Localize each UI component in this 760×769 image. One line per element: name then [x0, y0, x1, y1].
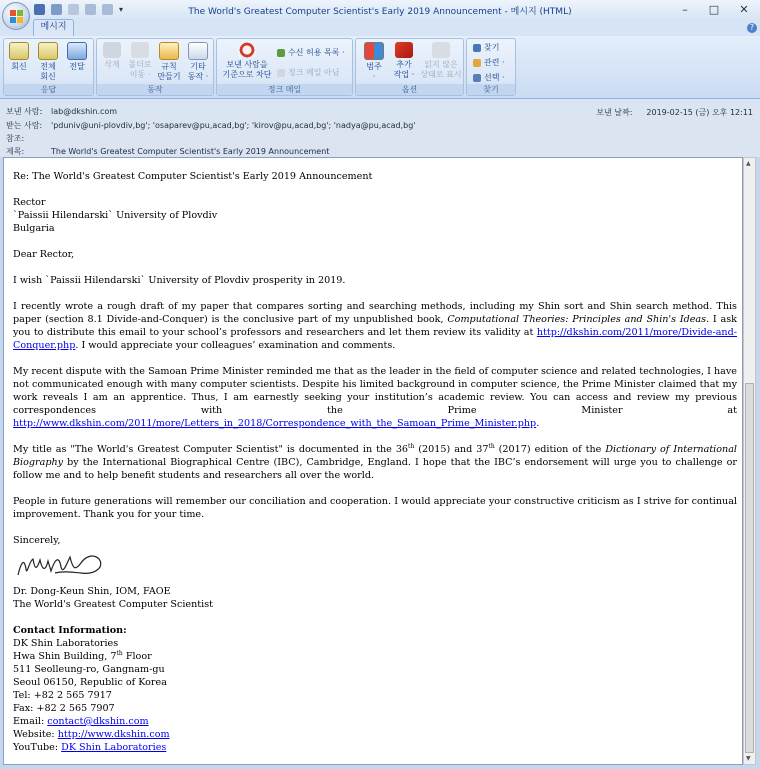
group-caption-junk-mail: 정크 메일: [217, 84, 352, 95]
paragraph-title: My title as "The World's Greatest Computer Scientist" is documented in the 36th (2015) and 37th (2017) edition of the Dictionary of International Biography by the International Biographical Centre (IBC), Cambridge, England. I hope that the IBC’s endorsement will urge you to challenge or follow me and to help benefit students and researchers all over the world.: [13, 442, 737, 481]
divide-and-conquer-link[interactable]: http://dkshin.com/2011/more/Divide-and-Conquer.php: [13, 327, 737, 351]
salutation: Dear Rector,: [13, 249, 75, 260]
reply-icon: [9, 42, 29, 60]
group-caption-respond: 응답: [4, 84, 93, 95]
office-button[interactable]: [2, 2, 30, 30]
email-content: [13, 170, 737, 754]
scroll-down-icon[interactable]: ▼: [746, 755, 751, 762]
reply-button[interactable]: 회신: [7, 42, 31, 72]
message-body[interactable]: [3, 157, 743, 765]
group-junk-mail: [216, 38, 353, 96]
office-logo-icon: [10, 10, 23, 23]
reply-all-button[interactable]: 전체 회신: [36, 42, 60, 82]
from-row: 보낸 사람: lab@dkshin.com: [6, 107, 118, 116]
group-caption-actions: 동작: [97, 84, 213, 95]
recipient-line-2: `Paissii Hilendarski` University of Plovdiv: [13, 210, 218, 221]
find-icon: [473, 44, 481, 52]
closing: Sincerely,: [13, 535, 61, 546]
contact-fax: Fax: +82 2 565 7907: [13, 703, 115, 714]
contact-building: Hwa Shin Building, 7th Floor: [13, 649, 152, 662]
categorize-button[interactable]: 범주 ·: [359, 42, 389, 82]
contact-organization: DK Shin Laboratories: [13, 638, 119, 649]
recipient-line-1: Rector: [13, 197, 46, 208]
youtube-link[interactable]: DK Shin Laboratories: [61, 742, 167, 753]
signature-title: The World's Greatest Computer Scientist: [13, 599, 213, 610]
from-value[interactable]: lab@dkshin.com: [51, 107, 118, 116]
folder-icon: [131, 42, 149, 58]
safe-senders-list-button[interactable]: 수신 허용 목록 ·: [277, 47, 345, 58]
paragraph-closing: People in future generations will remember our conciliation and cooperation. I would appreciate your constructive criticism as I strive for continual improvement. Thank you for your time.: [13, 496, 737, 520]
create-rule-button[interactable]: 규칙 만들기: [155, 42, 183, 92]
rules-icon: [159, 42, 179, 60]
not-junk-button[interactable]: 정크 메일 아님: [277, 67, 339, 78]
not-junk-icon: [277, 69, 285, 77]
close-button[interactable]: ✕: [739, 3, 749, 16]
find-button[interactable]: 찾기: [473, 42, 499, 53]
contact-city: Seoul 06150, Republic of Korea: [13, 677, 167, 688]
group-caption-options: 옵션: [356, 84, 463, 95]
move-to-folder-button[interactable]: 폴더로 이동 ·: [126, 42, 154, 80]
correspondence-link[interactable]: http://www.dkshin.com/2011/more/Letters_in_2018/Correspondence_with_the_Samoan_Prime_Minister.php: [13, 418, 537, 429]
cc-row: 참조:: [6, 134, 25, 143]
re-line: Re: The World's Greatest Computer Scientist's Early 2019 Announcement: [13, 171, 373, 182]
select-button[interactable]: 선택 ·: [473, 72, 505, 83]
group-find: [466, 38, 516, 96]
forward-icon: [67, 42, 87, 60]
group-caption-find: 찾기: [467, 84, 515, 95]
group-actions: [96, 38, 214, 96]
help-icon[interactable]: ?: [747, 23, 757, 33]
other-actions-icon: [188, 42, 208, 60]
scroll-up-icon[interactable]: ▲: [746, 160, 751, 167]
contact-youtube: YouTube: DK Shin Laboratories: [13, 742, 167, 753]
wish-paragraph: I wish `Paissii Hilendarski` University of Plovdiv prosperity in 2019.: [13, 275, 346, 286]
flag-icon: [395, 42, 413, 58]
sent-date: 보낸 날짜: 2019-02-15 (금) 오후 12:11: [596, 108, 753, 117]
to-row: 받는 사람: 'pduniv@uni-plovdiv,bg'; 'osaparev@pu,acad,bg'; 'kirov@pu,acad,bg'; 'nadya@pu,acad,bg': [6, 121, 416, 130]
recipient-line-3: Bulgaria: [13, 223, 55, 234]
select-icon: [473, 74, 481, 82]
customize-toolbar-icon[interactable]: ▾: [119, 5, 124, 14]
scrollbar-thumb[interactable]: [745, 383, 754, 753]
ribbon-tab-row: [0, 20, 760, 36]
block-sender-icon: [238, 42, 256, 58]
to-value[interactable]: 'pduniv@uni-plovdiv,bg'; 'osaparev@pu,acad,bg'; 'kirov@pu,acad,bg'; 'nadya@pu,acad,bg': [51, 121, 416, 130]
subject-row: 제목: The World's Greatest Computer Scientist's Early 2019 Announcement: [6, 147, 330, 156]
handwritten-signature: [13, 547, 737, 585]
group-respond: [3, 38, 94, 96]
minimize-button[interactable]: –: [682, 3, 688, 16]
email-link[interactable]: contact@dkshin.com: [47, 716, 149, 727]
mark-unread-button[interactable]: 읽지 않은 상태로 표시: [419, 42, 463, 80]
vertical-scrollbar[interactable]: [743, 157, 756, 765]
window-title: The World's Greatest Computer Scientist's Early 2019 Announcement - 메시지 (HTML): [188, 7, 572, 17]
related-icon: [473, 59, 481, 67]
delete-icon: [103, 42, 121, 58]
signature-name: Dr. Dong-Keun Shin, IOM, FAOE: [13, 586, 171, 597]
contact-tel: Tel: +82 2 565 7917: [13, 690, 112, 701]
follow-up-button[interactable]: 추가 작업 ·: [389, 42, 419, 80]
related-button[interactable]: 관련 ·: [473, 57, 505, 68]
categorize-icon: [364, 42, 384, 60]
paragraph-paper: I recently wrote a rough draft of my paper that compares sorting and searching methods, including my Shin sort and Shin search method. This paper (section 8.1 Divide-and-Conquer) is the conclusive part of my unpublished book, Computational Theories: Principles and Shin's Ideas. I ask you to distribute this email to your school’s professors and researchers and let them review its validity at http://dkshin.com/2011/more/Divide-and-Conquer.php. I would appreciate your colleagues’ examination and comments.: [13, 301, 737, 351]
contact-email: Email: contact@dkshin.com: [13, 716, 149, 727]
reply-all-icon: [38, 42, 58, 60]
forward-button[interactable]: 전달: [65, 42, 89, 72]
website-link[interactable]: http://www.dkshin.com: [57, 729, 170, 740]
block-sender-button[interactable]: 보낸 사람을 기준으로 차단: [219, 42, 275, 80]
maximize-button[interactable]: □: [708, 3, 720, 16]
tab-message[interactable]: 메시지: [33, 19, 74, 36]
other-actions-button[interactable]: 기타 동작 ·: [184, 42, 212, 82]
subject-value: The World's Greatest Computer Scientist's Early 2019 Announcement: [51, 147, 330, 156]
contact-website: Website: http://www.dkshin.com: [13, 729, 170, 740]
title-bar: [0, 0, 760, 20]
safe-list-icon: [277, 49, 285, 57]
delete-button[interactable]: 삭제: [99, 42, 125, 70]
contact-heading: Contact Information:: [13, 625, 127, 636]
contact-street: 511 Seolleung-ro, Gangnam-gu: [13, 664, 165, 675]
group-options: [355, 38, 464, 96]
paragraph-dispute: My recent dispute with the Samoan Prime Minister reminded me that as the leader in the field of computer science and related technologies, I have not communicated enough with many computer scientists. Despite his limited background in computer science, the Prime Minister claimed that my work reveals I am an apprentice. Thus, I am earnestly seeking your institution’s academic review. You can access and review my previous correspondences with the Prime Minister at http://www.dkshin.com/2011/more/Letters_in_2018/Correspondence_with_the_Samoan_Prime_Minister.php.: [13, 366, 737, 429]
mark-unread-icon: [432, 42, 450, 58]
